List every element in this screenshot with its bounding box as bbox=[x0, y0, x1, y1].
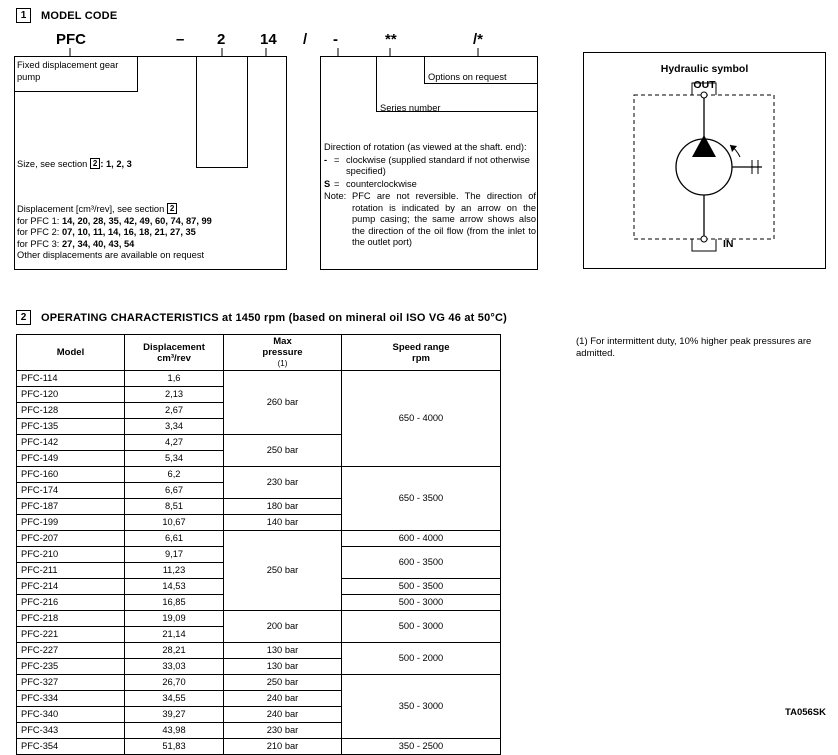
section-number: 1 bbox=[16, 8, 31, 23]
cell-model: PFC-221 bbox=[17, 627, 125, 643]
table-header-row bbox=[17, 335, 501, 371]
cell-displacement: 19,09 bbox=[125, 611, 224, 627]
rotation-symbol-cw: - bbox=[324, 154, 328, 165]
cell-model: PFC-160 bbox=[17, 467, 125, 483]
cell-model: PFC-354 bbox=[17, 739, 125, 755]
rotation-text-ccw: counterclockwise bbox=[346, 178, 417, 189]
cell-speed-range: 500 - 3000 bbox=[342, 611, 501, 643]
cell-displacement: 39,27 bbox=[125, 707, 224, 723]
cell-max-pressure: 140 bar bbox=[224, 515, 342, 531]
operating-characteristics-table bbox=[16, 334, 501, 755]
cell-model: PFC-128 bbox=[17, 403, 125, 419]
callout-displacement-note: Other displacements are available on request bbox=[17, 250, 205, 260]
cell-model: PFC-227 bbox=[17, 643, 125, 659]
table-row bbox=[17, 643, 501, 659]
rotation-note bbox=[324, 191, 536, 249]
cell-max-pressure: 130 bar bbox=[224, 643, 342, 659]
code-part-rotation: - bbox=[333, 31, 338, 48]
cell-max-pressure: 250 bar bbox=[224, 675, 342, 691]
cell-model: PFC-334 bbox=[17, 691, 125, 707]
cell-model: PFC-199 bbox=[17, 515, 125, 531]
cell-speed-range: 350 - 2500 bbox=[342, 739, 501, 755]
hydraulic-symbol-in-label: IN bbox=[723, 238, 734, 250]
hydraulic-symbol-drawing bbox=[584, 53, 825, 268]
cell-speed-range: 350 - 3000 bbox=[342, 675, 501, 739]
cell-displacement: 28,21 bbox=[125, 643, 224, 659]
cell-displacement: 26,70 bbox=[125, 675, 224, 691]
callout-series: Series number bbox=[380, 103, 441, 113]
cell-displacement: 9,17 bbox=[125, 547, 224, 563]
cell-speed-range: 600 - 4000 bbox=[342, 531, 501, 547]
col-header-displacement-l1: Displacement bbox=[143, 341, 205, 353]
cell-displacement: 8,51 bbox=[125, 499, 224, 515]
rotation-note-label: Note: bbox=[324, 191, 347, 201]
cell-model: PFC-235 bbox=[17, 659, 125, 675]
callout-options: Options on request bbox=[428, 72, 507, 82]
disp-line3-values: 27, 34, 40, 43, 54 bbox=[61, 238, 135, 249]
rotation-note-text: PFC are not reversible. The direction of rotation is indicated by an arrow on the pump casing; the same arrow shows also the direction of the oil flow (from the inlet to the outlet port) bbox=[352, 191, 536, 247]
code-part-displacement: 14 bbox=[260, 31, 277, 48]
cell-speed-range: 650 - 3500 bbox=[342, 467, 501, 531]
cell-displacement: 51,83 bbox=[125, 739, 224, 755]
cell-displacement: 2,67 bbox=[125, 403, 224, 419]
rotation-line-2 bbox=[324, 179, 536, 191]
disp-line2-values: 07, 10, 11, 14, 16, 18, 21, 27, 35 bbox=[61, 227, 196, 237]
disp-line1-values: 14, 20, 28, 35, 42, 49, 60, 74, 87, 99 bbox=[61, 215, 212, 226]
col-header-speed-l2: rpm bbox=[412, 352, 430, 364]
cell-displacement: 34,55 bbox=[125, 691, 224, 707]
table-row bbox=[17, 739, 501, 755]
callout-displacement bbox=[17, 203, 279, 262]
col-header-displacement-l2: cm³/rev bbox=[157, 352, 191, 364]
cell-model: PFC-135 bbox=[17, 419, 125, 435]
section-number-2: 2 bbox=[16, 310, 31, 325]
code-part-slash: / bbox=[303, 31, 308, 48]
hydraulic-symbol-title: Hydraulic symbol bbox=[660, 63, 749, 75]
cell-model: PFC-340 bbox=[17, 707, 125, 723]
callout-size bbox=[17, 158, 247, 171]
cell-model: PFC-210 bbox=[17, 547, 125, 563]
cell-displacement: 14,53 bbox=[125, 579, 224, 595]
section-title: MODEL CODE bbox=[41, 9, 118, 22]
rotation-eq-2: = bbox=[334, 178, 340, 189]
cell-max-pressure: 230 bar bbox=[224, 723, 342, 739]
section-title-2: OPERATING CHARACTERISTICS at 1450 rpm (based on mineral oil ISO VG 46 at 50°C) bbox=[41, 311, 508, 324]
col-header-pressure-l2: pressure bbox=[262, 347, 303, 358]
cell-displacement: 3,34 bbox=[125, 419, 224, 435]
cell-model: PFC-211 bbox=[17, 563, 125, 579]
callout-size-section-ref: 2 bbox=[90, 158, 100, 169]
cell-displacement: 6,61 bbox=[125, 531, 224, 547]
table-row bbox=[17, 531, 501, 547]
cell-model: PFC-174 bbox=[17, 483, 125, 499]
cell-model: PFC-142 bbox=[17, 435, 125, 451]
callout-displacement-line-2 bbox=[17, 227, 279, 239]
cell-speed-range: 500 - 2000 bbox=[342, 643, 501, 675]
rotation-symbol-ccw: S bbox=[324, 178, 331, 189]
cell-displacement: 11,23 bbox=[125, 563, 224, 579]
callout-box-size bbox=[196, 56, 248, 168]
callout-displacement-title-row bbox=[17, 203, 279, 216]
cell-speed-range: 500 - 3500 bbox=[342, 579, 501, 595]
code-part-size: 2 bbox=[217, 31, 226, 48]
callout-size-values: : 1, 2, 3 bbox=[100, 159, 132, 169]
callout-displacement-line-3 bbox=[17, 239, 279, 251]
callout-rotation bbox=[324, 142, 536, 249]
callout-size-label: Size, see section bbox=[17, 159, 90, 169]
cell-displacement: 2,13 bbox=[125, 387, 224, 403]
cell-max-pressure: 210 bar bbox=[224, 739, 342, 755]
cell-max-pressure: 130 bar bbox=[224, 659, 342, 675]
cell-model: PFC-207 bbox=[17, 531, 125, 547]
cell-displacement: 43,98 bbox=[125, 723, 224, 739]
cell-displacement: 5,34 bbox=[125, 451, 224, 467]
cell-speed-range: 500 - 3000 bbox=[342, 595, 501, 611]
cell-speed-range: 600 - 3500 bbox=[342, 547, 501, 579]
rotation-eq-1: = bbox=[334, 154, 340, 165]
table-row bbox=[17, 371, 501, 387]
cell-max-pressure: 250 bar bbox=[224, 435, 342, 467]
disp-line2-label: for PFC 2: bbox=[17, 227, 62, 237]
cell-max-pressure: 200 bar bbox=[224, 611, 342, 643]
disp-line1-label: for PFC 1: bbox=[17, 215, 62, 226]
cell-displacement: 33,03 bbox=[125, 659, 224, 675]
callout-displacement-line-1 bbox=[17, 216, 279, 228]
cell-max-pressure: 180 bar bbox=[224, 499, 342, 515]
code-part-options: /* bbox=[473, 31, 484, 48]
cell-displacement: 6,2 bbox=[125, 467, 224, 483]
cell-displacement: 6,67 bbox=[125, 483, 224, 499]
cell-displacement: 4,27 bbox=[125, 435, 224, 451]
section-header-operating bbox=[16, 310, 507, 325]
cell-model: PFC-343 bbox=[17, 723, 125, 739]
hydraulic-symbol-panel bbox=[583, 52, 826, 269]
table-row bbox=[17, 675, 501, 691]
col-header-speed bbox=[342, 335, 501, 371]
cell-max-pressure: 260 bar bbox=[224, 371, 342, 435]
code-part-series: ** bbox=[385, 31, 397, 48]
cell-displacement: 1,6 bbox=[125, 371, 224, 387]
cell-max-pressure: 240 bar bbox=[224, 691, 342, 707]
cell-model: PFC-149 bbox=[17, 451, 125, 467]
callout-pump-type: Fixed displacement gear pump bbox=[17, 60, 119, 82]
cell-model: PFC-214 bbox=[17, 579, 125, 595]
cell-model: PFC-216 bbox=[17, 595, 125, 611]
hydraulic-symbol-out-label: OUT bbox=[693, 79, 716, 91]
cell-displacement: 16,85 bbox=[125, 595, 224, 611]
col-header-model: Model bbox=[17, 335, 125, 371]
cell-model: PFC-218 bbox=[17, 611, 125, 627]
footnote-intermittent-duty: (1) For intermittent duty, 10% higher peak pressures are admitted. bbox=[576, 336, 812, 359]
cell-model: PFC-120 bbox=[17, 387, 125, 403]
col-header-pressure-l1: Max bbox=[273, 336, 292, 347]
table-row bbox=[17, 467, 501, 483]
col-header-displacement bbox=[125, 335, 224, 371]
col-header-pressure-note: (1) bbox=[277, 359, 288, 368]
rotation-title: Direction of rotation (as viewed at the shaft. end): bbox=[324, 142, 527, 152]
table-row bbox=[17, 611, 501, 627]
callout-displacement-section-ref: 2 bbox=[167, 203, 177, 214]
callout-displacement-title: Displacement [cm³/rev], see section bbox=[17, 204, 167, 214]
col-header-pressure bbox=[224, 335, 342, 371]
col-header-speed-l1: Speed range bbox=[392, 341, 450, 353]
code-part-dash: – bbox=[176, 31, 185, 48]
cell-max-pressure: 250 bar bbox=[224, 531, 342, 611]
table-body bbox=[17, 371, 501, 755]
cell-model: PFC-187 bbox=[17, 499, 125, 515]
document-code: TA056SK bbox=[784, 707, 826, 718]
disp-line3-label: for PFC 3: bbox=[17, 238, 62, 249]
cell-model: PFC-327 bbox=[17, 675, 125, 691]
cell-max-pressure: 230 bar bbox=[224, 467, 342, 499]
rotation-line-1 bbox=[324, 155, 536, 178]
cell-displacement: 10,67 bbox=[125, 515, 224, 531]
rotation-text-cw: clockwise (supplied standard if not otherwise specified) bbox=[346, 154, 530, 176]
cell-speed-range: 650 - 4000 bbox=[342, 371, 501, 467]
cell-max-pressure: 240 bar bbox=[224, 707, 342, 723]
cell-model: PFC-114 bbox=[17, 371, 125, 387]
cell-displacement: 21,14 bbox=[125, 627, 224, 643]
code-part-prefix: PFC bbox=[56, 31, 86, 48]
